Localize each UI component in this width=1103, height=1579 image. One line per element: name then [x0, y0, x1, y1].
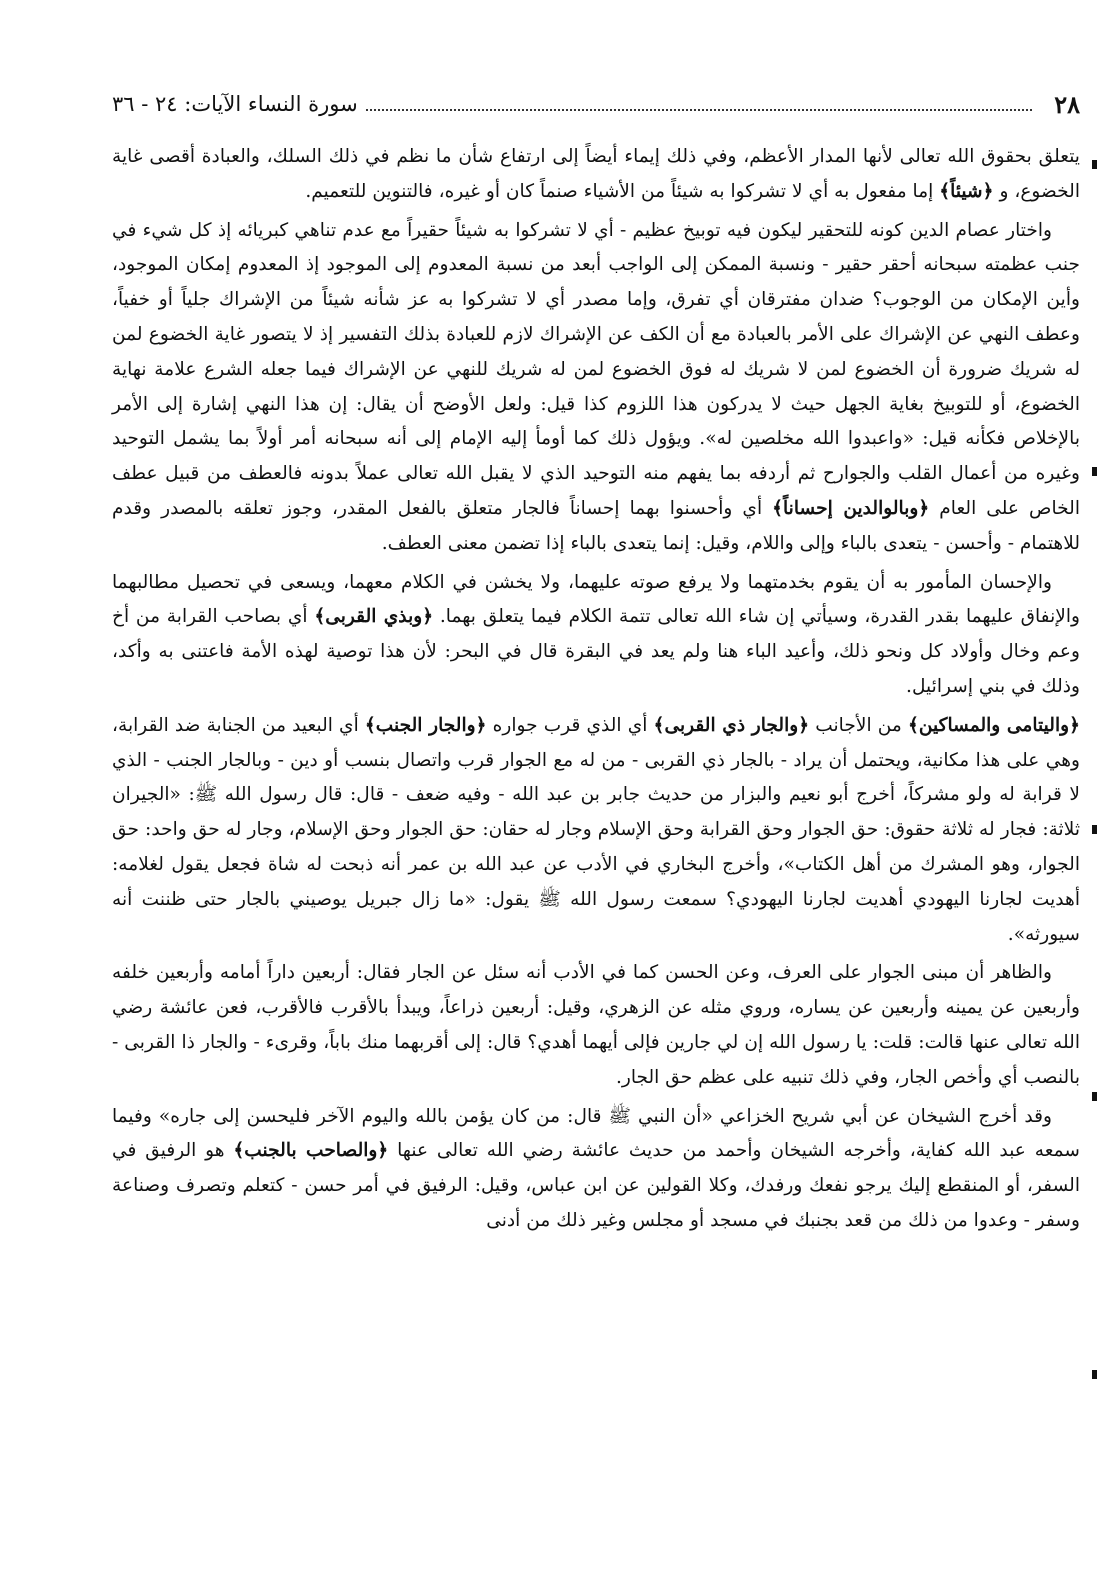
- quran-verse-quote: ﴿والجار الجنب﴾: [364, 714, 487, 736]
- paragraph: [112, 140, 1080, 210]
- paragraph: [112, 214, 1080, 562]
- paragraph: [112, 956, 1080, 1095]
- scan-margin-mark: [1092, 160, 1097, 169]
- scan-margin-mark: [1092, 1370, 1097, 1379]
- scan-margin-mark: [1092, 825, 1097, 834]
- scan-margin-mark: [1092, 1092, 1097, 1101]
- commentary-text: يتعلق بحقوق الله تعالى لأنها المدار الأعظم، وفي ذلك إيماء أيضاً إلى ارتفاع شأن ما نظم في ذلك السلك، والعبادة أقصى غاية الخضوع، و: [112, 146, 1080, 202]
- commentary-text: أي البعيد من الجنابة ضد القرابة، وهي على هذا مكانية، ويحتمل أن يراد - بالجار ذي القربى - من له مع الجوار قرب واتصال بنسب أو دين - وبالجار الجنب - الذي لا قرابة له ولو مشركاً، أخرج أبو نعيم والبزار من حديث جابر بن عبد الله - وفيه ضعف - قال: قال رسول الله ﷺ: «الجيران ثلاثة: فجار له ثلاثة حقوق: حق الجوار وحق القرابة وحق الإسلام وجار له حقان: حق الجوار وحق الإسلام، وجار له حق واحد: حق الجوار، وهو المشرك من أهل الكتاب»، وأخرج البخاري في الأدب عن عبد الله بن عمر أنه ذبحت له شاة فجعل يقول لغلامه: أهديت لجارنا اليهودي أهديت لجارنا اليهودي؟ سمعت رسول الله ﷺ يقول: «ما زال جبريل يوصيني بالجار حتى ظننت أنه سيورثه».: [112, 714, 1081, 945]
- quran-verse-quote: ﴿واليتامى والمساكين﴾: [907, 714, 1080, 736]
- commentary-text: والظاهر أن مبنى الجوار على العرف، وعن الحسن كما في الأدب أنه سئل عن الجار فقال: أربعين داراً أمامه وأربعين خلفه وأربعين عن يمينه وأربعين عن يساره، وروي مثله عن الزهري، وقيل: أربعين ذراعاً، ويبدأ بالأقرب فالأقرب، فعن عائشة رضي الله تعالى عنها قالت: قلت: يا رسول الله إن لي جارين فإلى أيهما أهدي؟ قال: إلى أقربهما منك باباً، وقرىء - والجار ذا القربى - بالنصب أي وأخص الجار، وفي ذلك تنبيه على عظم حق الجار.: [112, 962, 1080, 1088]
- commentary-text: أي وأحسنوا بهما إحساناً فالجار متعلق بالفعل المقدر، وجوز تعلقه بالمصدر وقدم للاهتمام - وأحسن - يتعدى بالباء وإلى واللام، وقيل: إنما يتعدى بالباء إذا تضمن معنى العطف.: [112, 497, 1080, 554]
- scan-margin-mark: [1092, 467, 1097, 476]
- paragraph: [112, 566, 1080, 705]
- quran-verse-quote: ﴿والجار ذي القربى﴾: [653, 714, 810, 736]
- quran-verse-quote: ﴿وبذي القربى﴾: [314, 606, 434, 628]
- commentary-text: أي الذي قرب جواره: [486, 714, 654, 736]
- quran-verse-quote: ﴿وبالوالدين إحساناً﴾: [772, 497, 930, 519]
- paragraph: [112, 1100, 1080, 1239]
- commentary-text: هو الرفيق في السفر، أو المنقطع إليك يرجو نفعك ورفدك، وكلا القولين عن ابن عباس، وقيل: الرفيق في أمر حسن - كتعلم وتصرف وصناعة وسفر - وعدوا من ذلك من قعد بجنبك في مسجد أو مجلس وغير ذلك من أدنى: [112, 1140, 1080, 1231]
- running-title: سورة النساء الآيات: ٢٤ - ٣٦: [112, 92, 358, 116]
- paragraph: [112, 709, 1080, 953]
- commentary-text: أي بصاحب القرابة من أخ وعم وخال وأولاد كل ونحو ذلك، وأعيد الباء هنا ولم يعد في البقرة قال في البحر: لأن هذا توصية لهذه الأمة فاعتنى به وأكد، وذلك في بني إسرائيل.: [112, 606, 1080, 697]
- quran-verse-quote: ﴿والصاحب بالجنب﴾: [233, 1140, 389, 1162]
- page-number: ٢٨: [1054, 89, 1080, 119]
- quran-verse-quote: ﴿شيئاً﴾: [939, 180, 994, 202]
- commentary-text: واختار عصام الدين كونه للتحقير ليكون فيه توبيخ عظيم - أي لا تشركوا به شيئاً حقيراً مع عدم تناهي كبريائه إذ كل شيء في جنب عظمته سبحانه أحقر حقير - ونسبة الممكن إلى الواجب أبعد من نسبة المعدوم إلى الموجود إذ المعدوم إمكان الموجود، وأين الإمكان من الوجوب؟ ضدان مفترقان أي تفرق، وإما مصدر أي لا تشركوا به عز شأنه شيئاً من الإشراك جلياً أو خفياً، وعطف النهي عن الإشراك على الأمر بالعبادة مع أن الكف عن الإشراك لازم للعبادة بذلك التفسير إذ لا يتصور غاية الخضوع لمن له شريك ضرورة أن الخضوع لمن لا شريك له فوق الخضوع لمن له شريك للنهي عن الإشراك فيما جعله الشرع علامة نهاية الخضوع، أو للتوبيخ بغاية الجهل حيث لا يدركون هذا اللزوم كذا قيل: ولعل الأوضح أن يقال: إن هذا النهي إشارة إلى الأمر بالإخلاص فكأنه قيل: «واعبدوا الله مخلصين له». ويؤول ذلك كما أومأ إليه الإمام إلى أنه سبحانه أمر أولاً بما يشمل التوحيد وغيره من أعمال القلب والجوارح ثم أردفه بما يفهم منه التوحيد الذي لا يقبل الله تعالى عملاً بدونه فالعطف من قبيل عطف الخاص على العام: [112, 219, 1081, 519]
- page-header: [112, 84, 1080, 124]
- body-text: [112, 140, 1080, 1243]
- commentary-text: وقد أخرج الشيخان عن أبي شريح الخزاعي «أن النبي ﷺ قال: من كان يؤمن بالله واليوم الآخر فليحسن إلى جاره» وفيما سمعه عبد الله كفاية، وأخرجه الشيخان وأحمد من حديث عائشة رضي الله تعالى عنها: [112, 1105, 1080, 1162]
- commentary-text: والإحسان المأمور به أن يقوم بخدمتهما ولا يرفع صوته عليهما، ولا يخشن في الكلام معهما، ويسعى في تحصيل مطالبهما والإنفاق عليهما بقدر القدرة، وسيأتي إن شاء الله تعالى تتمة الكلام فيما يتعلق بهما.: [112, 571, 1081, 628]
- header-dotted-leader: [366, 109, 1033, 111]
- commentary-text: إما مفعول به أي لا تشركوا به شيئاً من الأشياء صنماً كان أو غيره، فالتنوين للتعميم.: [305, 180, 940, 202]
- commentary-text: من الأجانب: [809, 714, 908, 736]
